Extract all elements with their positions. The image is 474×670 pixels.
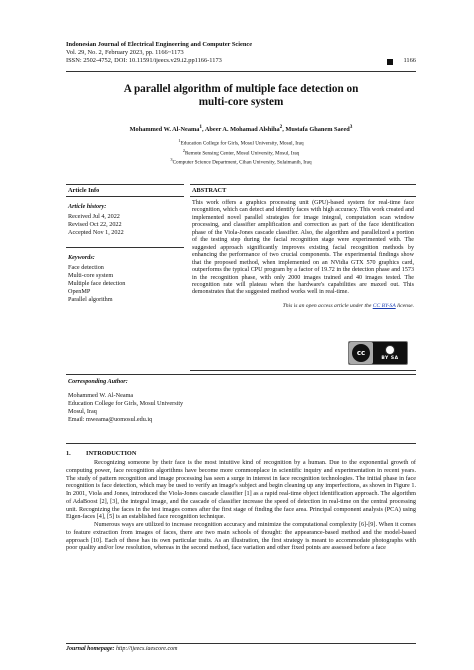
history-heading: Article history:	[68, 203, 107, 210]
cc-badge-left	[349, 342, 373, 364]
introduction-section	[66, 450, 416, 552]
affiliation	[66, 148, 416, 158]
keyword-item: Parallel algorithm	[68, 296, 113, 303]
paper-title	[66, 83, 416, 109]
corresponding-author	[66, 374, 416, 424]
affiliation-sup: 1	[178, 138, 181, 143]
article-info-heading: Article Info	[66, 184, 184, 197]
license-line	[190, 303, 416, 309]
journal-volume: Vol. 29, No. 2, February 2023, pp. 1166~1173	[66, 49, 184, 57]
footer-label: Journal homepage	[66, 646, 113, 652]
affiliation-text: Computer Science Department, Cihan University, Sulaimanih, Iraq	[172, 159, 312, 166]
affiliation-text: Education College for Girls, Mosul University, Mosul, Iraq	[180, 140, 304, 147]
corresponding-details	[66, 388, 416, 424]
journal-issn: ISSN: 2502-4752, DOI: 10.11591/ijeecs.v29.i2.pp1166-1173	[66, 57, 222, 65]
author-name: Abeer A. Mohamad Alshiha	[204, 126, 280, 134]
license-suffix: license.	[395, 302, 414, 309]
license-divider	[190, 370, 416, 371]
square-icon	[387, 59, 393, 65]
corresponding-heading: Corresponding Author:	[66, 374, 416, 388]
keywords-list	[66, 264, 184, 304]
keyword-item: Face detection	[68, 264, 104, 271]
corresponding-divider	[66, 443, 416, 444]
affiliation	[66, 138, 416, 148]
section-title: INTRODUCTION	[86, 450, 137, 457]
author-name: Mustafa Ghanem Saeed	[285, 126, 350, 134]
page-footer: Journal homepage: http://ijeecs.iaescore.com	[66, 646, 178, 652]
history-item: Revised Oct 22, 2022	[68, 221, 122, 228]
journal-header	[66, 41, 416, 66]
history-list	[66, 213, 184, 237]
affiliation-text: Remote Sensing Center, Mosul University, Mosul, Iraq	[184, 150, 300, 157]
section-heading	[66, 450, 416, 457]
title-line: multi-core system	[198, 96, 284, 108]
author-name: Mohammed W. Al-Neama	[129, 126, 200, 134]
cc-icon: cc	[352, 344, 370, 362]
history-item: Accepted Nov 1, 2022	[68, 229, 124, 236]
person-icon	[385, 345, 395, 355]
paragraph: Numerous ways are utilized to increase recognition accuracy and minimize the computational complexity [6]-[9]. When it comes to feature extraction from images of faces, there are two main schools of thought: the appearance-based method and the model-based approach [10]. Each of these has its own particular traits. As an illustration, the first strategy is meant to accommodate photographs with poor quality and/or low resolution, whereas in the second method, face variation and other fixed points are assessed before a face	[66, 521, 416, 552]
author-sup: 1	[199, 124, 203, 130]
cc-license-badge[interactable]	[348, 341, 408, 365]
license-prefix: This is an open access article under the	[282, 302, 373, 309]
keyword-item: OpenMP	[68, 288, 91, 295]
history-item: Received Jul 4, 2022	[68, 213, 120, 220]
corresponding-line: Education College for Girls, Mosul University	[68, 400, 184, 407]
abstract-text: This work offers a graphics processing unit (GPU)-based system for real-time face recognition, which can detect and identify faces with high accuracy. This work created and implemented novel parallel strategies for image integral, computation scan window processing, and classifier amplification and correction as part of the face identification phase of the Viola-Jones cascade classifier. Also, the algorithm and parallelized a portion of the testing step during the facial recognition stage were experimented with. The suggested approach significantly improves existing facial recognition methods by enhancing the performance of two crucial components. The experimental findings show that the proposed method, when implemented on an NVidia GTX 570 graphics card, outperforms the typical CPU program by a factor of 19.72 in the detection phase and 1573 in the recognition phase, with only 2000 images trained and 40 images tested. The recognition rate will plateau when the hardware's capabilities are maxed out. This demonstrates that the suggested method works well in real-time.	[192, 200, 414, 296]
cc-badge-right	[373, 345, 407, 361]
paragraph: Recognizing someone by their face is the most intuitive kind of recognition by a human. Due to the exponential growth of computing power, face recognition algorithms have become more commonplace in scientific inquiry and experimentation in recent years. The study of pattern recognition and image processing has seen a surge in interest in face recognition technologies. The initial phase in face recognition is face detection, which may be used to verify an image's subject and begin cleaning up any imperfections, as shown in Figure 1. In 2001, Viola and Jones, introduced the Viola-Jones cascade classifier [1] as a rapid real-time object identification approach. The algorithm of AdaBoost [2], [3], the integral image, and the cascade of classifier increase the speed of detection in real-time on the central processing unit. Recognizing the faces in the test images comes after the first stage of finding the face area. Principal component analysis (PCA) using Eigen-faces [4], [5] is an established face recognition technique.	[66, 459, 416, 521]
header-divider	[66, 71, 416, 72]
affiliation-sup: 3	[170, 157, 173, 163]
corresponding-line[interactable]: Email: mweama@uomosul.edu.iq	[68, 416, 153, 423]
footer-divider	[66, 643, 416, 644]
author-list: Mohammed W. Al-Neama$^1$, Abeer A. Mohamad Alshiha$^2$, Mustafa Ghanem Saeed$^3$	[129, 124, 353, 134]
title-line: A parallel algorithm of multiple face detection on	[123, 83, 359, 95]
author-sup: 3	[349, 124, 353, 130]
footer-url[interactable]: http://ijeecs.iaescore.com	[116, 646, 178, 652]
affiliation-sup: 2	[182, 147, 185, 153]
affiliation-list	[66, 138, 416, 167]
author-sup: 2	[279, 124, 283, 130]
cc-badge-text: BY SA	[381, 356, 399, 361]
keyword-item: Multi-core system	[68, 272, 114, 279]
license-link[interactable]: CC BY-SA	[372, 302, 396, 309]
section-number: 1.	[66, 450, 71, 457]
article-info	[66, 184, 184, 304]
affiliation	[66, 157, 416, 167]
corresponding-line: Mosul, Iraq	[68, 408, 97, 415]
corresponding-line: Mohammed W. Al-Neama	[68, 392, 134, 399]
keywords-heading: Keywords:	[68, 254, 95, 261]
abstract-heading: ABSTRACT	[190, 184, 416, 197]
page-number: 1166	[403, 57, 416, 65]
keyword-item: Multiple face detection	[68, 280, 126, 287]
abstract-section	[190, 184, 416, 309]
keywords-divider	[66, 247, 184, 248]
journal-name: Indonesian Journal of Electrical Engineering and Computer Science	[66, 41, 253, 48]
